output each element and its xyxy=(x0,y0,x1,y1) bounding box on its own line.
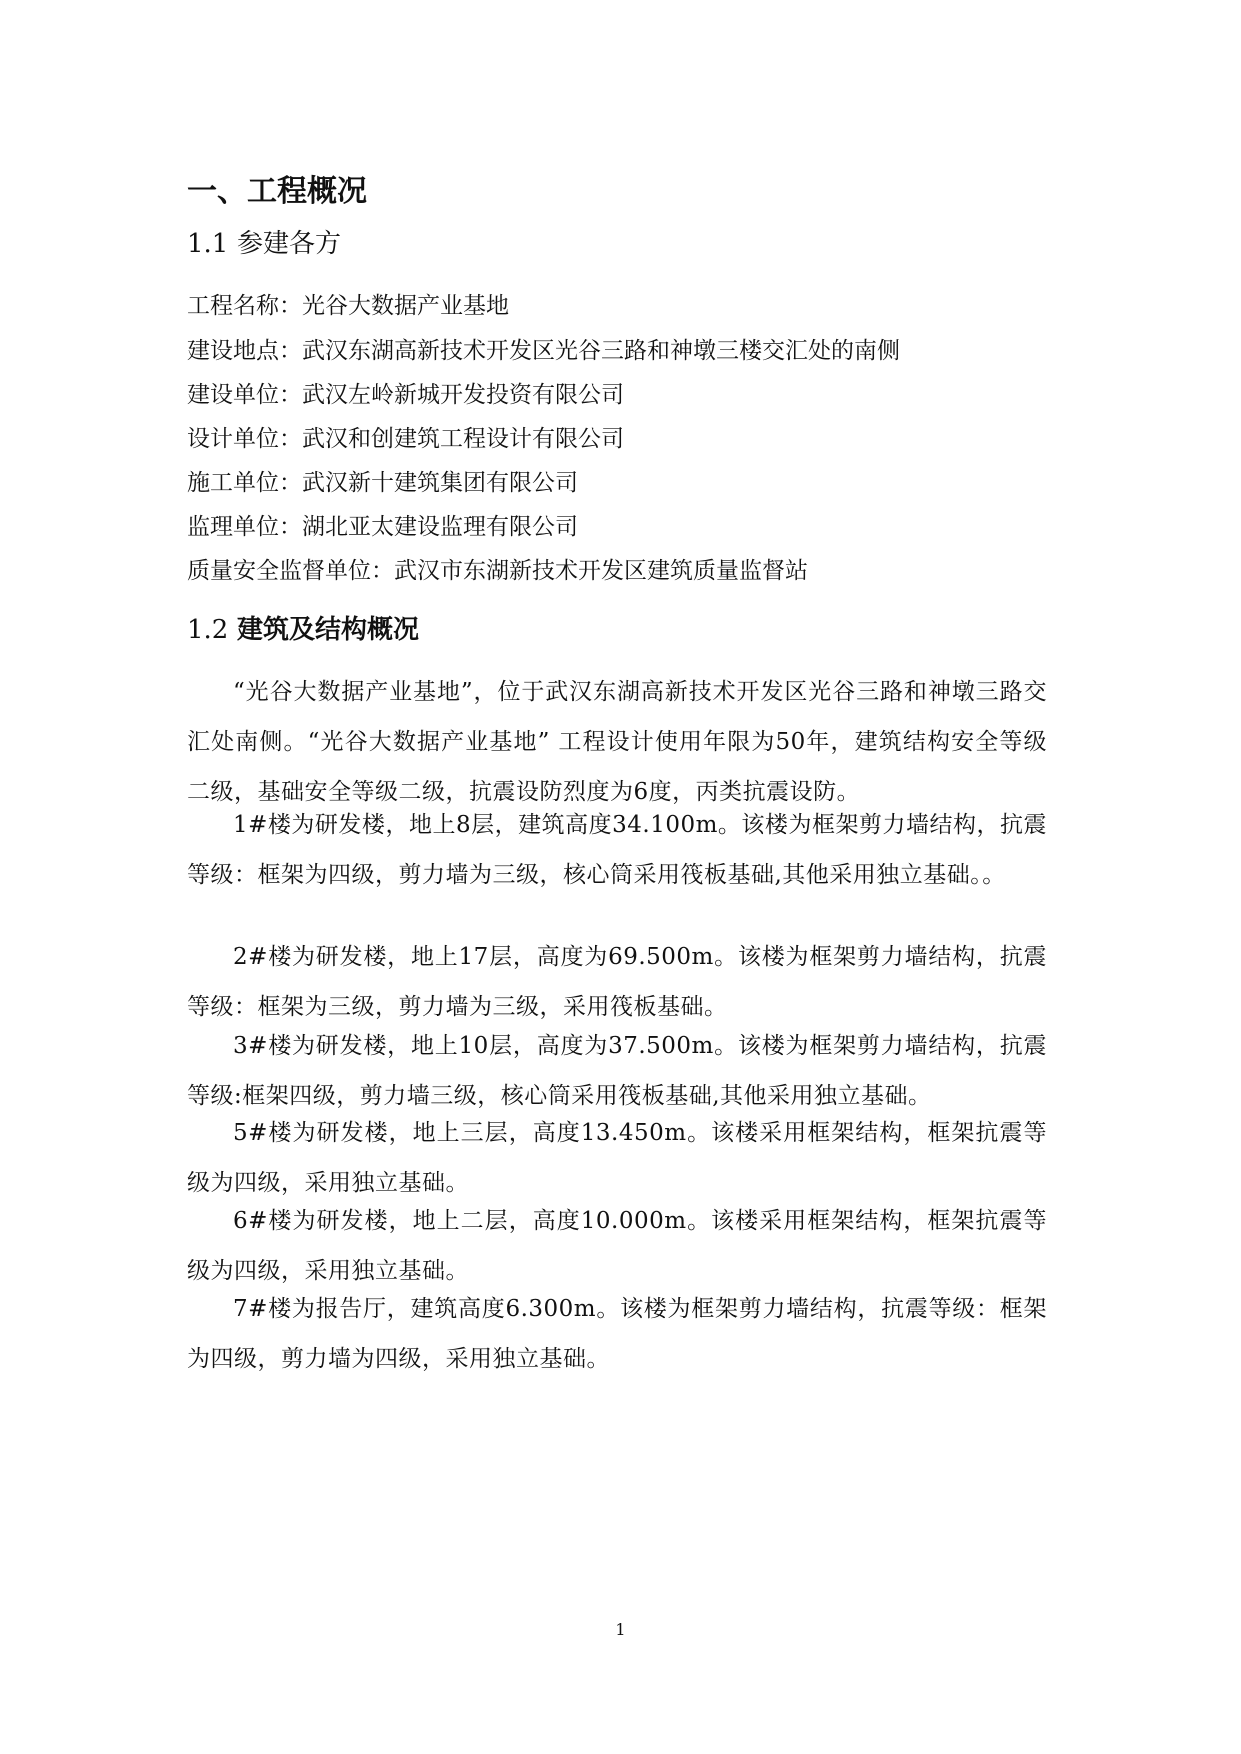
building-5-paragraph: 5#楼为研发楼，地上三层，高度13.450m。该楼采用框架结构，框架抗震等级为四级，采用独立基础。 xyxy=(187,1120,1047,1196)
overview-paragraph: “光谷大数据产业基地”，位于武汉东湖高新技术开发区光谷三路和神墩三路交汇处南侧。“光谷大数据产业基地” 工程设计使用年限为50年，建筑结构安全等级二级，基础安全等级二级，抗震设防烈度为6度，丙类抗震设防。 xyxy=(187,679,1047,805)
building-1-paragraph: 1#楼为研发楼，地上8层，建筑高度34.100m。该楼为框架剪力墙结构，抗震等级：框架为四级，剪力墙为三级，核心筒采用筏板基础,其他采用独立基础。。 xyxy=(187,812,1047,888)
section-number: 1.1 xyxy=(187,229,229,259)
building-2-paragraph: 2#楼为研发楼，地上17层，高度为69.500m。该楼为框架剪力墙结构，抗震等级：框架为三级，剪力墙为三级，采用筏板基础。 xyxy=(187,944,1047,1020)
construction-unit-line: 施工单位：武汉新十建筑集团有限公司 xyxy=(187,470,578,496)
supervision-unit-line: 监理单位：湖北亚太建设监理有限公司 xyxy=(187,514,578,540)
building-6-paragraph: 6#楼为研发楼，地上二层，高度10.000m。该楼采用框架结构，框架抗震等级为四级，采用独立基础。 xyxy=(187,1208,1047,1284)
section-heading-structure xyxy=(187,612,419,648)
section-title: 建筑及结构概况 xyxy=(237,615,420,645)
building-3-paragraph: 3#楼为研发楼，地上10层，高度为37.500m。该楼为框架剪力墙结构，抗震等级:框架四级，剪力墙三级，核心筒采用筏板基础,其他采用独立基础。 xyxy=(187,1033,1047,1109)
page-number: 1 xyxy=(615,1620,626,1639)
quality-supervision-line: 质量安全监督单位：武汉市东湖新技术开发区建筑质量监督站 xyxy=(187,558,808,584)
section-title: 参建各方 xyxy=(237,229,342,259)
chapter-title: 一、工程概况 xyxy=(187,174,367,209)
section-number: 1.2 xyxy=(187,615,229,645)
project-location-line: 建设地点：武汉东湖高新技术开发区光谷三路和神墩三楼交汇处的南侧 xyxy=(187,338,900,364)
building-7-paragraph: 7#楼为报告厅，建筑高度6.300m。该楼为框架剪力墙结构，抗震等级：框架为四级，剪力墙为四级，采用独立基础。 xyxy=(187,1296,1047,1372)
owner-unit-line: 建设单位：武汉左岭新城开发投资有限公司 xyxy=(187,382,624,408)
section-heading-participants xyxy=(187,226,341,262)
design-unit-line: 设计单位：武汉和创建筑工程设计有限公司 xyxy=(187,426,624,452)
project-name-line: 工程名称：光谷大数据产业基地 xyxy=(187,293,509,319)
